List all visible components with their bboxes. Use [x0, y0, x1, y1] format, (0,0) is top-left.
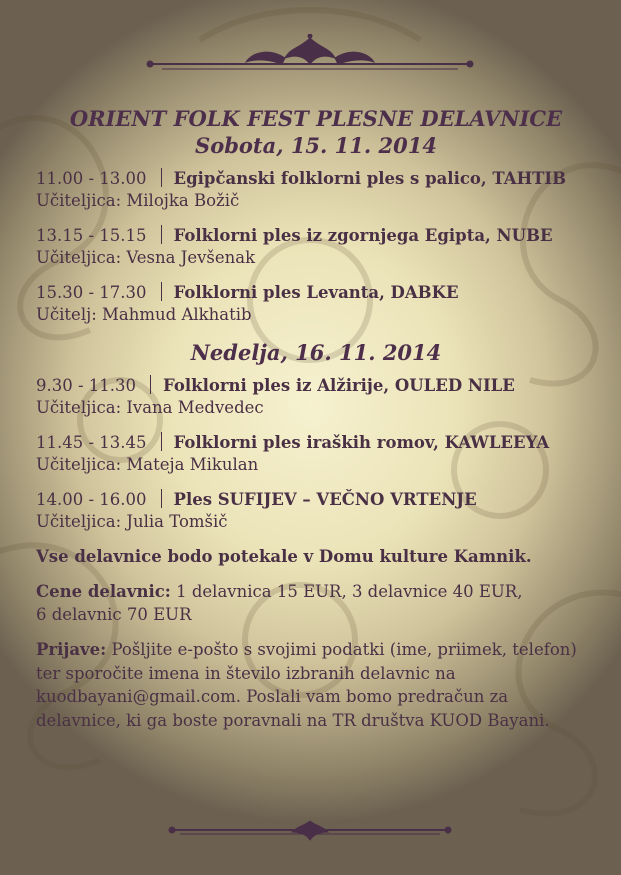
- separator: [161, 168, 162, 187]
- signup-section: [36, 638, 596, 732]
- session-workshop: Ples SUFIJEV – VEČNO VRTENJE: [173, 490, 477, 509]
- session-time: 15.30 - 17.30: [36, 283, 147, 302]
- separator: [161, 432, 162, 451]
- separator: [150, 375, 151, 394]
- top-ornament: [0, 34, 621, 76]
- session-workshop: Folklorni ples Levanta, DABKE: [173, 283, 459, 302]
- prices-label: Cene delavnic:: [36, 582, 171, 601]
- day-heading-saturday: Sobota, 15. 11. 2014: [195, 133, 437, 158]
- separator: [161, 282, 162, 301]
- saturday-sessions: [36, 168, 596, 326]
- session-time: 14.00 - 16.00: [36, 490, 147, 509]
- sunday-sessions: [36, 375, 596, 533]
- prices-line-1: 1 delavnica 15 EUR, 3 delavnice 40 EUR,: [170, 582, 523, 601]
- session-time: 9.30 - 11.30: [36, 376, 137, 395]
- day-heading-sunday: Nedelja, 16. 11. 2014: [190, 340, 442, 365]
- signup-label: Prijave:: [36, 640, 107, 659]
- prices-section: [36, 580, 596, 626]
- session-workshop: Egipčanski folklorni ples s palico, TAHTIB: [173, 169, 567, 188]
- session-item: [36, 282, 596, 326]
- flyer-content: [36, 105, 596, 732]
- prices-line-2: 6 delavnic 70 EUR: [36, 605, 192, 624]
- session-teacher: Učiteljica: Julia Tomšič: [36, 512, 228, 531]
- signup-text: Pošljite e-pošto s svojimi podatki (ime, priimek, telefon) ter sporočite imena in število izbranih delavnic na kuodbayani@gmail.com. Poslali vam bomo predračun za delavnice, ki ga boste poravnali na TR društva KUOD Bayani.: [36, 640, 577, 730]
- session-time: 13.15 - 15.15: [36, 226, 147, 245]
- event-title: ORIENT FOLK FEST PLESNE DELAVNICE: [69, 106, 563, 131]
- session-time: 11.00 - 13.00: [36, 169, 147, 188]
- session-item: [36, 168, 596, 212]
- session-item: [36, 489, 596, 533]
- session-time: 11.45 - 13.45: [36, 433, 147, 452]
- venue-note: Vse delavnice bodo potekale v Domu kulture Kamnik.: [36, 547, 532, 566]
- session-item: [36, 432, 596, 476]
- session-teacher: Učitelj: Mahmud Alkhatib: [36, 305, 252, 324]
- session-teacher: Učiteljica: Vesna Jevšenak: [36, 248, 256, 267]
- session-workshop: Folklorni ples iz Alžirije, OULED NILE: [163, 376, 515, 395]
- session-item: [36, 375, 596, 419]
- session-workshop: Folklorni ples iz zgornjega Egipta, NUBE: [173, 226, 553, 245]
- session-item: [36, 225, 596, 269]
- bottom-ornament: [0, 818, 621, 846]
- session-teacher: Učiteljica: Ivana Medvedec: [36, 398, 264, 417]
- session-teacher: Učiteljica: Mateja Mikulan: [36, 455, 259, 474]
- session-teacher: Učiteljica: Milojka Božič: [36, 191, 240, 210]
- separator: [161, 225, 162, 244]
- separator: [161, 489, 162, 508]
- session-workshop: Folklorni ples iraških romov, KAWLEEYA: [173, 433, 550, 452]
